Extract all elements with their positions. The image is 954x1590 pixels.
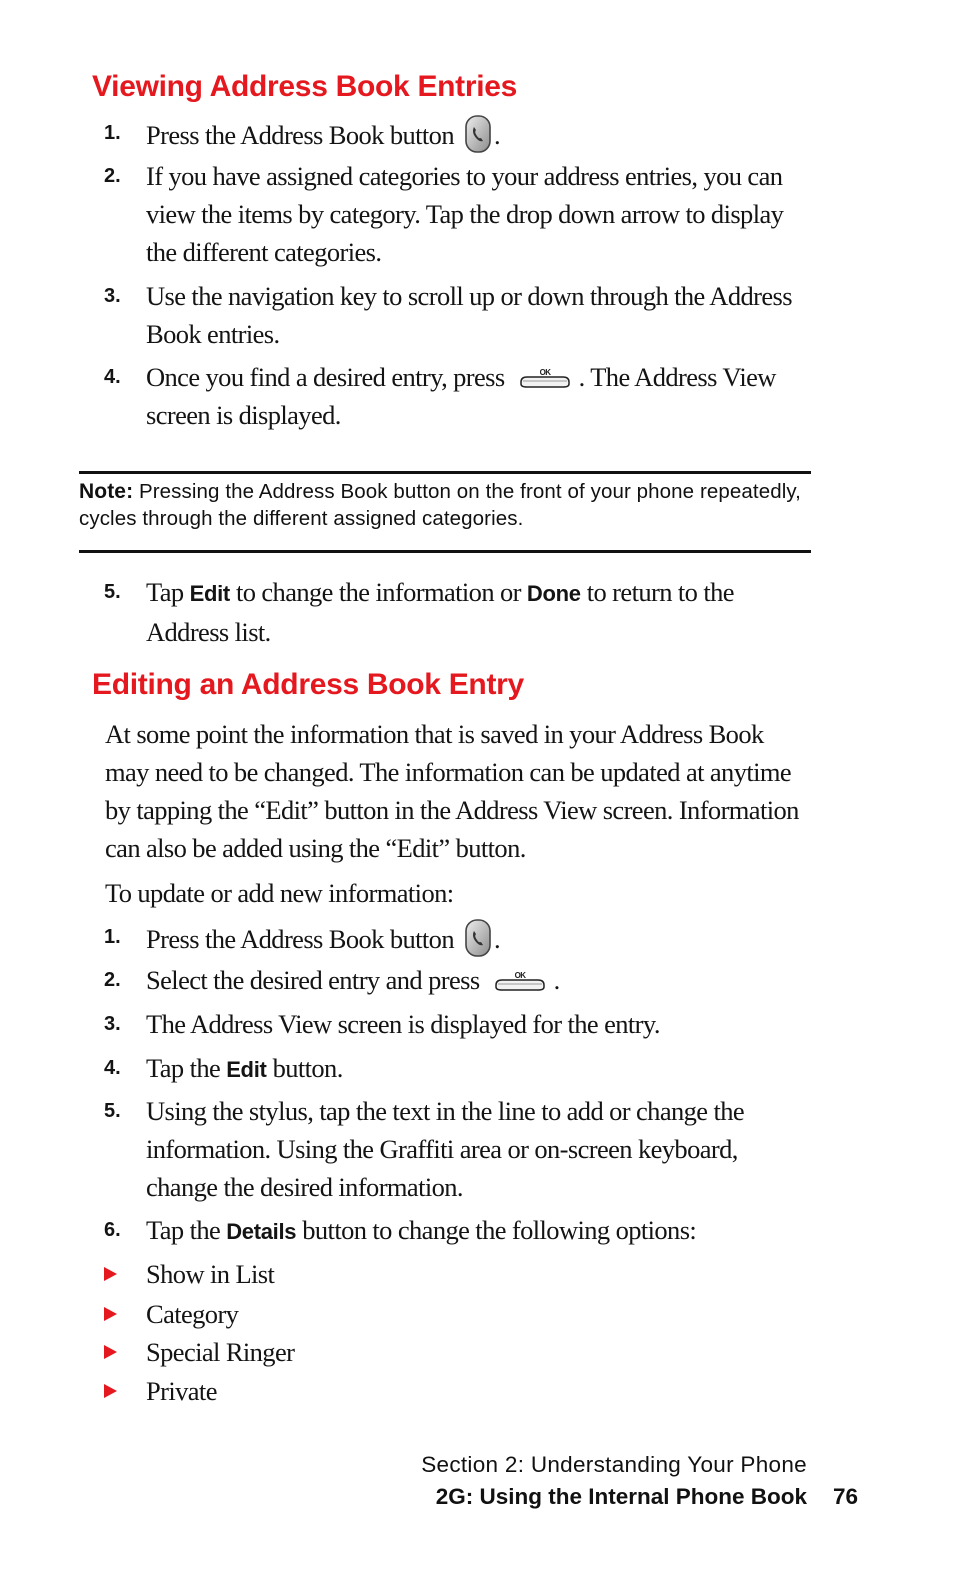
- step-6-edit: [104, 1211, 814, 1251]
- step-1-edit: [104, 918, 814, 958]
- bullet-text: Special Ringer: [146, 1337, 295, 1367]
- note-top-rule: [79, 471, 811, 474]
- note-bottom-rule: [79, 550, 811, 553]
- address-book-button-icon: [464, 918, 492, 958]
- bullet-item: [104, 1255, 274, 1293]
- step-number: 1.: [104, 122, 121, 144]
- step-5-edit: [104, 1092, 814, 1206]
- step-text: Using the stylus, tap the text in the line to add or change the information. Using the Graffiti area or on-screen keyboard, change the desired information.: [146, 1096, 745, 1202]
- red-triangle-bullet-icon: [104, 1307, 117, 1321]
- step-number: 3.: [104, 1013, 121, 1035]
- step-text: Select the desired entry and press: [146, 965, 480, 995]
- edit-keyword: Edit: [189, 581, 230, 606]
- footer-chapter-title: 2G: Using the Internal Phone Book: [435, 1484, 807, 1509]
- step-3-edit: [104, 1005, 814, 1043]
- step-number: 6.: [104, 1219, 121, 1241]
- ok-key-icon: [492, 970, 548, 992]
- address-book-button-icon: [464, 114, 492, 154]
- step-4-view: [104, 358, 814, 434]
- step-text-after: .: [553, 965, 560, 995]
- footer-section-title: Section 2: Understanding Your Phone: [421, 1452, 807, 1477]
- red-triangle-bullet-icon: [104, 1384, 117, 1398]
- section-heading-viewing: Viewing Address Book Entries: [92, 70, 518, 103]
- step-text: Tap the: [146, 1215, 227, 1245]
- step-number: 4.: [104, 1057, 121, 1079]
- step-3-view: [104, 277, 814, 353]
- step-number: 2.: [104, 165, 121, 187]
- red-triangle-bullet-icon: [104, 1345, 117, 1359]
- step-text: to change the information or: [229, 577, 527, 607]
- note-text: Pressing the Address Book button on the front of your phone repeatedly, cycles through the different assigned categories.: [79, 480, 801, 530]
- lead-paragraph: To update or add new information:: [105, 878, 454, 908]
- bullet-text: Category: [146, 1299, 239, 1329]
- step-text: Once you find a desired entry, press: [146, 362, 505, 392]
- bullet-item: [104, 1295, 238, 1333]
- step-number: 3.: [104, 285, 121, 307]
- intro-paragraph: At some point the information that is saved in your Address Book may need to be changed. The information can be updated at anytime by tapping the “Edit” button in the Address View screen. Information can also be added using the “Edit” button.: [105, 719, 799, 863]
- step-text-after: . The Address View screen is displayed.: [146, 362, 776, 430]
- step-1-view: [104, 114, 814, 154]
- note-block: [79, 478, 819, 532]
- step-number: 4.: [104, 366, 121, 388]
- step-text-after: .: [494, 120, 501, 150]
- step-text: button.: [266, 1053, 343, 1083]
- step-2-edit: [104, 961, 814, 999]
- page-number: 76: [833, 1484, 859, 1509]
- step-text: Tap: [146, 577, 190, 607]
- bullet-text: Show in List: [146, 1259, 275, 1289]
- step-4-edit: [104, 1049, 814, 1089]
- bullet-item: [104, 1333, 294, 1371]
- step-text: If you have assigned categories to your address entries, you can view the items by category. Tap the drop down arrow to display the different categories.: [146, 161, 784, 267]
- step-number: 5.: [104, 1100, 121, 1122]
- step-text-after: .: [494, 924, 501, 954]
- red-triangle-bullet-icon: [104, 1267, 117, 1281]
- step-5-view: [104, 573, 814, 651]
- edit-keyword: Edit: [226, 1057, 267, 1082]
- ok-key-label: OK: [514, 971, 525, 980]
- ok-key-label: OK: [539, 368, 551, 377]
- bullet-item: [104, 1372, 217, 1410]
- step-text: The Address View screen is displayed for the entry.: [146, 1009, 660, 1039]
- step-text: Press the Address Book button: [146, 120, 454, 150]
- details-keyword: Details: [226, 1219, 297, 1244]
- step-number: 5.: [104, 581, 121, 603]
- step-2-view: [104, 157, 814, 271]
- step-text: Tap the: [146, 1053, 227, 1083]
- step-text: Press the Address Book button: [146, 924, 454, 954]
- ok-key-icon: [517, 367, 573, 389]
- bullet-text: Private: [146, 1376, 217, 1406]
- section-heading-editing: Editing an Address Book Entry: [92, 668, 524, 701]
- step-text: button to change the following options:: [296, 1215, 697, 1245]
- note-label: Note:: [79, 480, 134, 503]
- step-number: 1.: [104, 926, 121, 948]
- step-text: Use the navigation key to scroll up or down through the Address Book entries.: [146, 281, 792, 349]
- step-text: to return to the Address list.: [146, 577, 734, 647]
- done-keyword: Done: [526, 581, 581, 606]
- step-number: 2.: [104, 969, 121, 991]
